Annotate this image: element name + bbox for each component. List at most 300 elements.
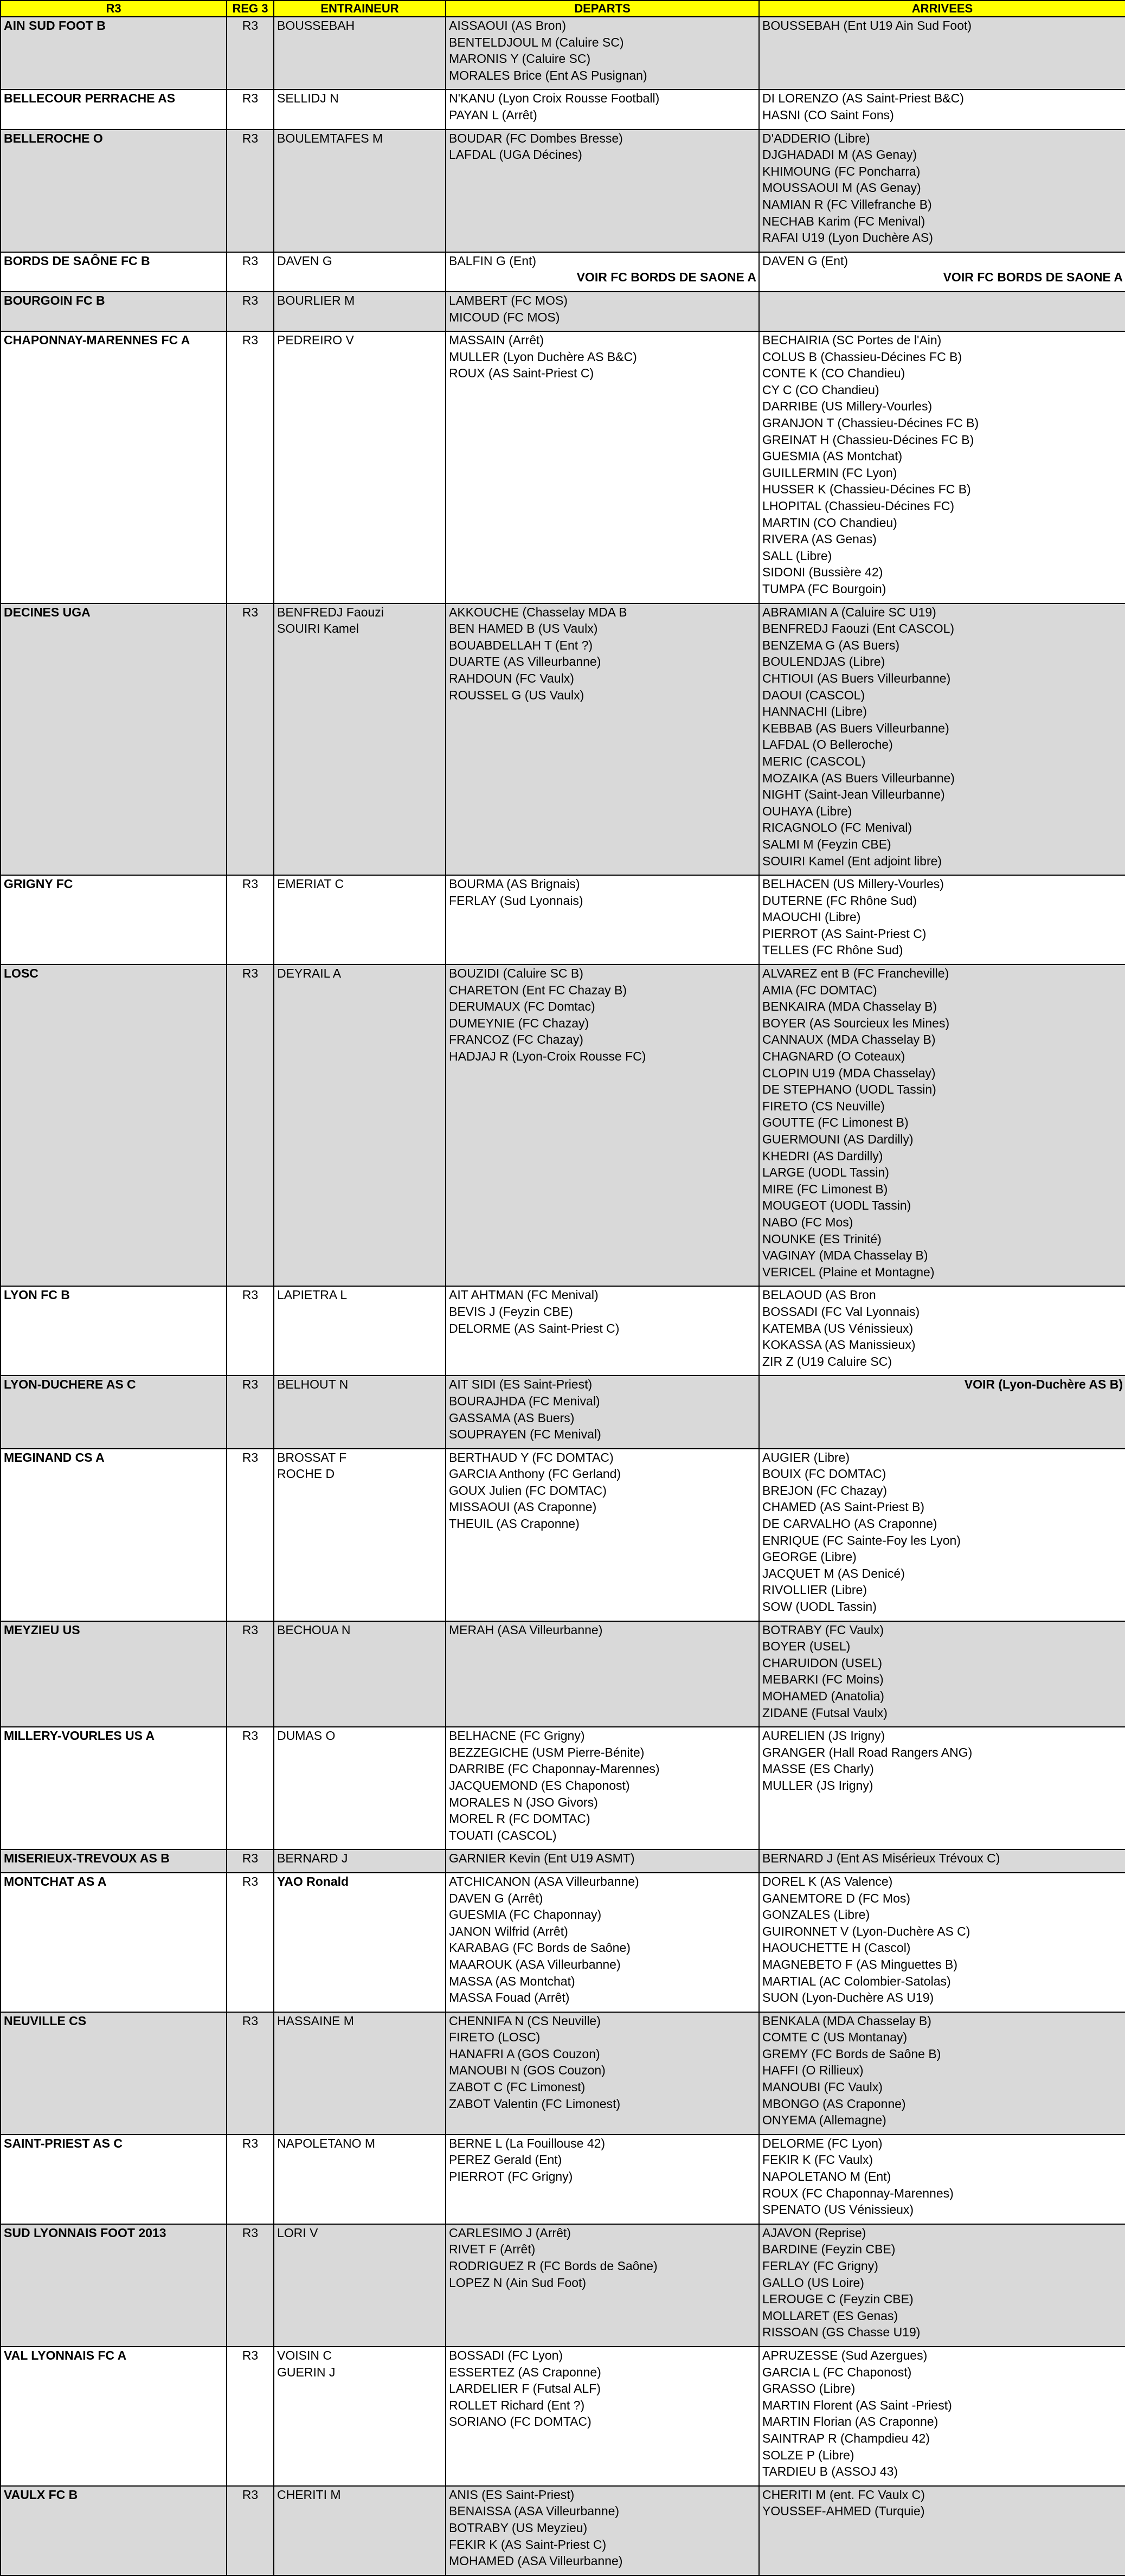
arrivee-entry: GEORGE (Libre) [762,1550,857,1564]
club-name: LYON-DUCHERE AS C [4,1377,136,1392]
coach-cell [274,1449,446,1621]
departs-cell [446,331,759,603]
table-row [1,2486,1125,2575]
reg-cell [227,292,274,331]
depart-entry: MOREL R (FC DOMTAC) [449,1811,590,1826]
depart-entry: CHENNIFA N (CS Neuville) [449,2013,601,2028]
arrivee-entry: SALL (Libre) [762,548,832,563]
reg-cell [227,2012,274,2135]
arrivee-entry: JACQUET M (AS Denicé) [762,1566,905,1581]
coach-cell [274,2012,446,2135]
depart-entry: RODRIGUEZ R (FC Bords de Saône) [449,2259,658,2273]
reg-level: R3 [242,1377,259,1392]
coach-name: YAO Ronald [277,1874,349,1888]
reg-cell [227,331,274,603]
coach-name: BECHOUA N [277,1622,351,1637]
depart-entry: RAHDOUN (FC Vaulx) [449,671,574,685]
header-row [1,1,1125,17]
table-body [1,17,1125,2575]
table-row [1,1376,1125,1448]
depart-entry: MARONIS Y (Caluire SC) [449,52,591,66]
departs-note: VOIR FC BORDS DE SAONE A [576,270,756,285]
depart-entry: LAMBERT (FC MOS) [449,293,568,307]
arrivee-entry: GRANJON T (Chassieu-Décines FC B) [762,416,979,431]
departs-cell [446,1286,759,1376]
arrivee-entry: AURELIEN (JS Irigny) [762,1729,885,1743]
reg-cell [227,1849,274,1873]
arrivee-entry: BOTRABY (FC Vaulx) [762,1622,884,1637]
arrivees-cell [759,130,1125,252]
depart-entry: PAYAN L (Arrêt) [449,107,537,122]
arrivee-entry: ALVAREZ ent B (FC Francheville) [762,966,949,981]
table-row [1,1849,1125,1873]
club-cell [1,1873,227,2012]
arrivee-entry: RICAGNOLO (FC Menival) [762,820,912,835]
arrivee-entry: KEBBAB (AS Buers Villeurbanne) [762,721,949,735]
depart-entry: CHARETON (Ent FC Chazay B) [449,982,627,997]
depart-entry: BEN HAMED B (US Vaulx) [449,621,598,636]
arrivee-entry: SOUIRI Kamel (Ent adjoint libre) [762,853,942,868]
arrivee-entry: HUSSER K (Chassieu-Décines FC B) [762,482,971,497]
table-row [1,2012,1125,2135]
arrivee-entry: RIVERA (AS Genas) [762,532,877,547]
reg-cell [227,875,274,965]
arrivee-entry: CHARUIDON (USEL) [762,1655,883,1670]
coach-cell [274,603,446,876]
arrivee-entry: KATEMBA (US Vénissieux) [762,1321,914,1335]
depart-entry: DUMEYNIE (FC Chazay) [449,1016,589,1030]
arrivee-entry: SOW (UODL Tassin) [762,1599,877,1614]
arrivees-cell [759,1376,1125,1448]
club-name: BOURGOIN FC B [4,293,105,307]
arrivee-entry: BENKALA (MDA Chasselay B) [762,2013,931,2028]
departs-cell [446,1449,759,1621]
departs-cell [446,1376,759,1448]
arrivee-entry: NAPOLETANO M (Ent) [762,2169,891,2184]
arrivee-entry: TELLES (FC Rhône Sud) [762,943,903,958]
arrivees-cell [759,965,1125,1286]
depart-entry: MICOUD (FC MOS) [449,310,560,324]
arrivee-entry: MOHAMED (Anatolia) [762,1689,884,1703]
table-row [1,1621,1125,1727]
depart-entry: LAFDAL (UGA Décines) [449,147,582,162]
depart-entry: AISSAOUI (AS Bron) [449,18,567,33]
arrivee-entry: SALMI M (Feyzin CBE) [762,837,891,851]
coach-cell [274,130,446,252]
departs-cell [446,965,759,1286]
depart-entry: HADJAJ R (Lyon-Croix Rousse FC) [449,1049,646,1064]
arrivees-cell [759,252,1125,292]
depart-entry: BOUDAR (FC Dombes Bresse) [449,131,623,145]
coach-name: LAPIETRA L [277,1288,348,1302]
arrivee-entry: DAVEN G (Ent) [762,253,848,268]
arrivee-entry: AJAVON (Reprise) [762,2225,866,2240]
arrivee-entry: MBONGO (AS Craponne) [762,2096,906,2111]
depart-entry: GOUX Julien (FC DOMTAC) [449,1483,607,1498]
club-cell [1,89,227,129]
arrivee-entry: BOYER (AS Sourcieux les Mines) [762,1016,950,1030]
arrivee-entry: FEKIR K (FC Vaulx) [762,2153,873,2167]
club-name: MONTCHAT AS A [4,1874,107,1888]
table-row [1,603,1125,876]
header-arrivees: ARRIVEES [759,1,1125,17]
arrivee-entry: TUMPA (FC Bourgoin) [762,582,886,596]
reg-level: R3 [242,1874,259,1888]
reg-level: R3 [242,1622,259,1637]
arrivee-entry: LARGE (UODL Tassin) [762,1165,889,1180]
arrivee-entry: ZIR Z (U19 Caluire SC) [762,1354,892,1369]
depart-entry: FRANCOZ (FC Chazay) [449,1032,583,1047]
depart-entry: BOUABDELLAH T (Ent ?) [449,638,593,652]
reg-cell [227,1286,274,1376]
arrivee-entry: CHAGNARD (O Coteaux) [762,1049,905,1064]
arrivee-entry: HAOUCHETTE H (Cascol) [762,1941,911,1955]
arrivee-entry: CHTIOUI (AS Buers Villeurbanne) [762,671,951,685]
reg-level: R3 [242,91,259,106]
table-row [1,292,1125,331]
arrivee-entry: ZIDANE (Futsal Vaulx) [762,1705,888,1720]
arrivee-entry: VAGINAY (MDA Chasselay B) [762,1248,928,1263]
arrivee-entry: LAFDAL (O Belleroche) [762,737,893,752]
depart-entry: AIT AHTMAN (FC Menival) [449,1288,599,1302]
arrivees-cell [759,1849,1125,1873]
arrivee-entry: ABRAMIAN A (Caluire SC U19) [762,605,936,619]
arrivees-cell [759,1621,1125,1727]
depart-entry: THEUIL (AS Craponne) [449,1517,580,1531]
arrivee-entry: ONYEMA (Allemagne) [762,2113,886,2128]
coach-name: GUERIN J [277,2365,336,2379]
reg-cell [227,965,274,1286]
table-row [1,252,1125,292]
arrivees-note: VOIR FC BORDS DE SAONE A [943,270,1123,285]
coach-name: LORI V [277,2225,318,2240]
table-row [1,2224,1125,2347]
coach-name: BOURLIER M [277,293,355,307]
arrivee-entry: MULLER (JS Irigny) [762,1778,873,1793]
depart-entry: ZABOT C (FC Limonest) [449,2080,586,2095]
table-row [1,17,1125,89]
reg-cell [227,1873,274,2012]
club-name: MILLERY-VOURLES US A [4,1729,155,1743]
coach-name: BELHOUT N [277,1377,349,1392]
depart-entry: DELORME (AS Saint-Priest C) [449,1321,620,1335]
arrivee-entry: BERNARD J (Ent AS Misérieux Trévoux C) [762,1851,1000,1866]
club-cell [1,2486,227,2575]
arrivee-entry: MARTIN Florian (AS Craponne) [762,2414,938,2429]
depart-entry: PIERROT (FC Grigny) [449,2169,573,2184]
arrivee-entry: NOUNKE (ES Trinité) [762,1231,882,1246]
arrivee-entry: ENRIQUE (FC Sainte-Foy les Lyon) [762,1533,961,1547]
arrivees-cell [759,2224,1125,2347]
arrivee-entry: BECHAIRIA (SC Portes de l'Ain) [762,333,942,348]
coach-name: HASSAINE M [277,2013,354,2028]
club-cell [1,292,227,331]
departs-cell [446,2012,759,2135]
club-name: GRIGNY FC [4,877,73,891]
coach-name: VOISIN C [277,2348,332,2362]
depart-entry: MULLER (Lyon Duchère AS B&C) [449,349,637,364]
reg-cell [227,252,274,292]
arrivee-entry: DOREL K (AS Valence) [762,1874,893,1888]
coach-cell [274,331,446,603]
depart-entry: BOURAJHDA (FC Menival) [449,1393,600,1408]
reg-cell [227,17,274,89]
depart-entry: MORALES Brice (Ent AS Pusignan) [449,68,647,82]
club-cell [1,1449,227,1621]
arrivee-entry: GUIRONNET V (Lyon-Duchère AS C) [762,1924,970,1938]
arrivee-entry: MASSE (ES Charly) [762,1762,874,1776]
depart-entry: DAVEN G (Arrêt) [449,1891,543,1905]
reg-level: R3 [242,131,259,145]
coach-name: SOUIRI Kamel [277,621,359,636]
arrivee-entry: SOLZE P (Libre) [762,2447,854,2462]
depart-entry: JACQUEMOND (ES Chaponost) [449,1778,630,1793]
table-row [1,965,1125,1286]
reg-level: R3 [242,605,259,619]
arrivee-entry: APRUZESSE (Sud Azergues) [762,2348,928,2362]
arrivee-entry: GUESMIA (AS Montchat) [762,449,903,464]
arrivee-entry: BENZEMA G (AS Buers) [762,638,900,652]
departs-cell [446,1873,759,2012]
club-cell [1,130,227,252]
arrivee-entry: BELHACEN (US Millery-Vourles) [762,877,944,891]
club-name: NEUVILLE CS [4,2013,87,2028]
header-departs: DEPARTS [446,1,759,17]
arrivee-entry: GALLO (US Loire) [762,2275,864,2290]
club-name: SUD LYONNAIS FOOT 2013 [4,2225,166,2240]
club-cell [1,2012,227,2135]
depart-entry: GASSAMA (AS Buers) [449,1410,575,1425]
depart-entry: MASSA (AS Montchat) [449,1974,575,1988]
club-cell [1,1849,227,1873]
coach-cell [274,252,446,292]
arrivee-entry: BOSSADI (FC Val Lyonnais) [762,1304,920,1319]
depart-entry: BENAISSA (ASA Villeurbanne) [449,2504,620,2519]
coach-cell [274,292,446,331]
club-cell [1,1621,227,1727]
club-name: BELLEROCHE O [4,131,103,145]
depart-entry: MORALES N (JSO Givors) [449,1795,598,1809]
table-row [1,2347,1125,2486]
arrivee-entry: LHOPITAL (Chassieu-Décines FC) [762,499,955,513]
table-row [1,331,1125,603]
arrivee-entry: MOZAIKA (AS Buers Villeurbanne) [762,770,955,785]
depart-entry: N'KANU (Lyon Croix Rousse Football) [449,91,660,106]
reg-level: R3 [242,877,259,891]
depart-entry: LOPEZ N (Ain Sud Foot) [449,2275,587,2290]
arrivee-entry: BOUSSEBAH (Ent U19 Ain Sud Foot) [762,18,972,33]
coach-name: NAPOLETANO M [277,2136,376,2150]
depart-entry: GUESMIA (FC Chaponnay) [449,1907,602,1922]
departs-cell [446,252,759,292]
depart-entry: RIVET F (Arrêt) [449,2242,536,2257]
arrivee-entry: DELORME (FC Lyon) [762,2136,883,2150]
depart-entry: AKKOUCHE (Chasselay MDA B [449,605,627,619]
coach-cell [274,17,446,89]
reg-cell [227,89,274,129]
depart-entry: DERUMAUX (FC Domtac) [449,999,595,1014]
arrivee-entry: LEROUGE C (Feyzin CBE) [762,2292,914,2307]
depart-entry: DARRIBE (FC Chaponnay-Marennes) [449,1762,660,1776]
arrivee-entry: MOLLARET (ES Genas) [762,2308,898,2323]
arrivee-entry: AMIA (FC DOMTAC) [762,982,877,997]
depart-entry: MERAH (ASA Villeurbanne) [449,1622,603,1637]
departs-cell [446,2347,759,2486]
depart-entry: MASSAIN (Arrêt) [449,333,544,348]
header-r3: R3 [1,1,227,17]
arrivees-cell [759,2347,1125,2486]
arrivees-cell [759,875,1125,965]
coach-cell [274,89,446,129]
reg-cell [227,1621,274,1727]
arrivee-entry: GOUTTE (FC Limonest B) [762,1115,909,1130]
arrivee-entry: RAFAI U19 (Lyon Duchère AS) [762,230,933,245]
table-row [1,875,1125,965]
coach-cell [274,2224,446,2347]
arrivees-cell [759,331,1125,603]
depart-entry: ESSERTEZ (AS Craponne) [449,2365,601,2379]
depart-entry: BOSSADI (FC Lyon) [449,2348,563,2362]
coach-name: BERNARD J [277,1851,348,1866]
arrivees-cell [759,1449,1125,1621]
arrivee-entry: CHERITI M (ent. FC Vaulx C) [762,2487,925,2502]
arrivee-entry: GANEMTORE D (FC Mos) [762,1891,911,1905]
coach-name: ROCHE D [277,1467,335,1481]
arrivee-entry: FIRETO (CS Neuville) [762,1099,885,1113]
arrivee-entry: MEBARKI (FC Moins) [762,1672,884,1687]
depart-entry: LARDELIER F (Futsal ALF) [449,2381,601,2396]
club-name: VAULX FC B [4,2487,78,2502]
arrivee-entry: KHEDRI (AS Dardilly) [762,1148,883,1163]
club-name: DECINES UGA [4,605,91,619]
departs-cell [446,603,759,876]
depart-entry: HANAFRI A (GOS Couzon) [449,2046,600,2061]
arrivee-entry: BARDINE (Feyzin CBE) [762,2242,896,2257]
depart-entry: AIT SIDI (ES Saint-Priest) [449,1377,593,1392]
departs-cell [446,2224,759,2347]
arrivee-entry: GRASSO (Libre) [762,2381,856,2396]
table-row [1,2135,1125,2224]
arrivee-entry: SUON (Lyon-Duchère AS U19) [762,1990,934,2005]
reg-cell [227,2224,274,2347]
depart-entry: CARLESIMO J (Arrêt) [449,2225,571,2240]
club-name: BORDS DE SAÔNE FC B [4,253,150,268]
departs-cell [446,89,759,129]
departs-cell [446,2486,759,2575]
club-cell [1,1286,227,1376]
coach-name: BOULEMTAFES M [277,131,383,145]
reg-level: R3 [242,1729,259,1743]
club-cell [1,252,227,292]
arrivee-entry: DJGHADADI M (AS Genay) [762,147,917,162]
club-cell [1,17,227,89]
reg-level: R3 [242,1288,259,1302]
club-cell [1,2135,227,2224]
arrivee-entry: CONTE K (CO Chandieu) [762,366,905,381]
arrivee-entry: NABO (FC Mos) [762,1215,853,1229]
arrivee-entry: GONZALES (Libre) [762,1907,870,1922]
arrivee-entry: GREMY (FC Bords de Saône B) [762,2046,941,2061]
club-cell [1,965,227,1286]
arrivee-entry: DAOUI (CASCOL) [762,688,865,702]
depart-entry: TOUATI (CASCOL) [449,1828,557,1842]
club-name: MISERIEUX-TREVOUX AS B [4,1851,170,1866]
departs-cell [446,1727,759,1849]
arrivee-entry: ROUX (FC Chaponnay-Marennes) [762,2186,954,2200]
reg-level: R3 [242,2136,259,2150]
reg-level: R3 [242,253,259,268]
arrivee-entry: BOULENDJAS (Libre) [762,654,885,669]
departs-cell [446,1849,759,1873]
arrivee-entry: MARTIN (CO Chandieu) [762,515,897,530]
arrivee-entry: MOUGEOT (UODL Tassin) [762,1198,911,1213]
depart-entry: SORIANO (FC DOMTAC) [449,2414,592,2429]
reg-level: R3 [242,2487,259,2502]
depart-entry: BOURMA (AS Brignais) [449,877,580,891]
coach-cell [274,2486,446,2575]
depart-entry: ROLLET Richard (Ent ?) [449,2398,585,2412]
arrivee-entry: RIVOLLIER (Libre) [762,1583,867,1597]
arrivee-entry: RISSOAN (GS Chasse U19) [762,2325,921,2340]
arrivee-entry: BREJON (FC Chazay) [762,1483,888,1498]
coach-cell [274,965,446,1286]
arrivee-entry: CANNAUX (MDA Chasselay B) [762,1032,936,1047]
arrivees-cell [759,2012,1125,2135]
arrivee-entry: MAOUCHI (Libre) [762,910,861,924]
departs-cell [446,130,759,252]
arrivees-note: VOIR (Lyon-Duchère AS B) [964,1377,1123,1392]
club-name: BELLECOUR PERRACHE AS [4,91,176,106]
arrivees-cell [759,2135,1125,2224]
club-cell [1,875,227,965]
arrivee-entry: BENKAIRA (MDA Chasselay B) [762,999,937,1014]
arrivee-entry: YOUSSEF-AHMED (Turquie) [762,2504,925,2519]
arrivee-entry: GARCIA L (FC Chaponost) [762,2365,912,2379]
club-name: SAINT-PRIEST AS C [4,2136,123,2150]
arrivee-entry: SPENATO (US Vénissieux) [762,2202,914,2217]
coach-cell [274,1873,446,2012]
coach-cell [274,1376,446,1448]
arrivee-entry: DUTERNE (FC Rhône Sud) [762,893,917,908]
club-cell [1,603,227,876]
depart-entry: MOHAMED (ASA Villeurbanne) [449,2554,623,2568]
coach-cell [274,1727,446,1849]
coach-cell [274,1286,446,1376]
reg-level: R3 [242,2348,259,2362]
coach-name: BOUSSEBAH [277,18,355,33]
table-row [1,1286,1125,1376]
arrivee-entry: TARDIEU B (ASSOJ 43) [762,2464,898,2479]
arrivee-entry: DE STEPHANO (UODL Tassin) [762,1082,936,1097]
depart-entry: ROUSSEL G (US Vaulx) [449,688,584,702]
reg-cell [227,1727,274,1849]
table-row [1,1449,1125,1621]
depart-entry: BENTELDJOUL M (Caluire SC) [449,35,624,49]
club-cell [1,1727,227,1849]
depart-entry: SOUPRAYEN (FC Menival) [449,1427,601,1442]
depart-entry: ZABOT Valentin (FC Limonest) [449,2096,621,2111]
arrivee-entry: DE CARVALHO (AS Craponne) [762,1517,937,1531]
arrivee-entry: VERICEL (Plaine et Montagne) [762,1264,935,1279]
arrivee-entry: D'ADDERIO (Libre) [762,131,870,145]
arrivee-entry: BOYER (USEL) [762,1639,851,1654]
reg-cell [227,1449,274,1621]
reg-level: R3 [242,293,259,307]
arrivee-entry: NAMIAN R (FC Villefranche B) [762,197,932,211]
arrivee-entry: AUGIER (Libre) [762,1450,850,1464]
reg-cell [227,603,274,876]
depart-entry: GARCIA Anthony (FC Gerland) [449,1467,621,1481]
